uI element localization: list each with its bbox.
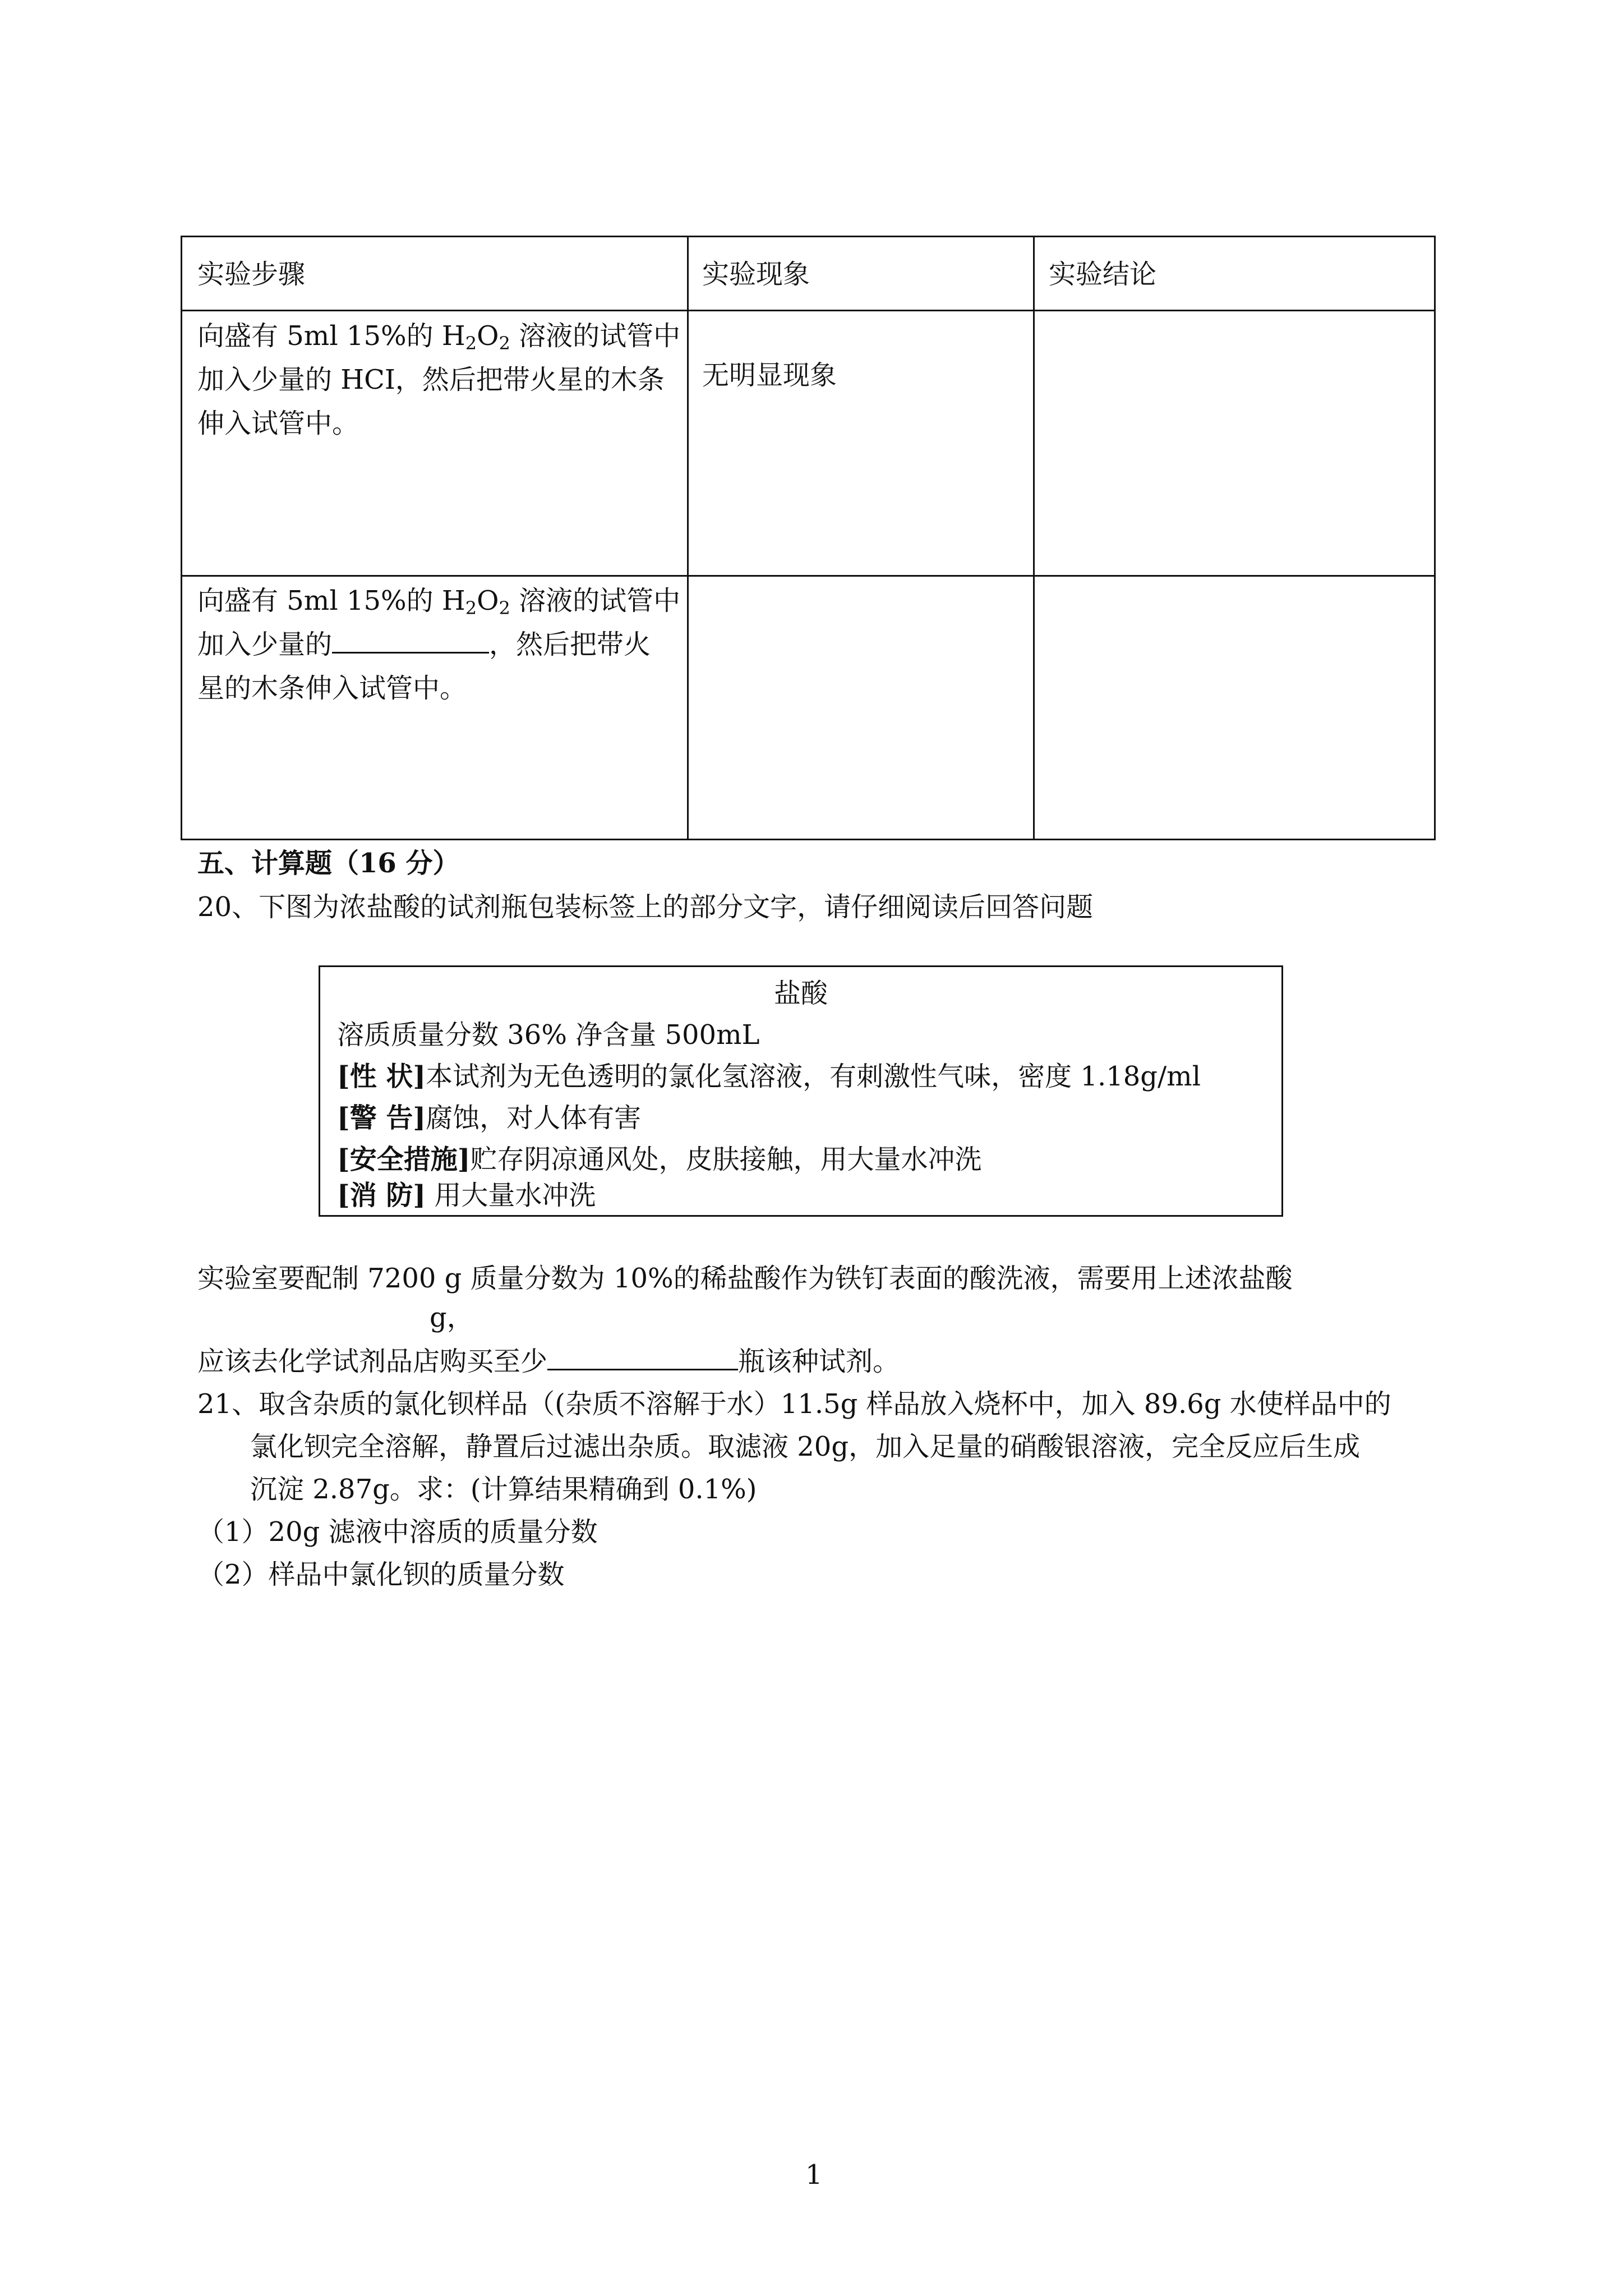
- table-border-left: [181, 236, 182, 840]
- header-steps: 实验步骤: [197, 259, 306, 290]
- row1-phenomenon: 无明显现象: [702, 360, 837, 391]
- table-header-divider: [181, 310, 1436, 311]
- question-20-line3: 应该去化学试剂品店购买至少 瓶该种试剂。: [197, 1340, 900, 1383]
- fill-blank-bottles[interactable]: [547, 1340, 738, 1370]
- table-border-bottom: [181, 839, 1436, 840]
- row2-step: [197, 579, 680, 710]
- fill-blank-reagent[interactable]: [332, 623, 489, 654]
- header-conclusion: 实验结论: [1049, 259, 1157, 290]
- header-phenomenon: 实验现象: [702, 259, 810, 290]
- question-21-line3: 沉淀 2.87g。求：(计算结果精确到 0.1%): [250, 1474, 757, 1505]
- row1-step-line3: 伸入试管中。: [197, 408, 359, 439]
- question-20-line1: 实验室要配制 7200 g 质量分数为 10%的稀盐酸作为铁钉表面的酸洗液，需要用上述浓盐酸: [197, 1263, 1293, 1294]
- row2-step-line2: 加入少量的 ，然后把带火: [197, 623, 680, 666]
- row2-step-line1: 向盛有 5ml 15%的 $H_2O_2$ 溶液的试管中: [197, 585, 681, 619]
- experiment-table: [181, 236, 1436, 840]
- question-20-prompt: 20、下图为浓盐酸的试剂瓶包装标签上的部分文字，请仔细阅读后回答问题: [197, 891, 1094, 923]
- label-safety: [安全措施]贮存阴凉通风处，皮肤接触，用大量水冲洗: [337, 1144, 982, 1175]
- table-col-divider-1: [687, 236, 689, 840]
- label-title: 盐酸: [773, 978, 828, 1009]
- question-21-line2: 氯化钡完全溶解，静置后过滤出杂质。取滤液 20g，加入足量的硝酸银溶液，完全反应后生成: [250, 1431, 1361, 1462]
- table-border-top: [181, 236, 1436, 237]
- section-title: 五、计算题（16 分）: [197, 848, 460, 879]
- question-21-part2: （2）样品中氯化钡的质量分数: [197, 1559, 565, 1590]
- page-number: 1: [805, 2159, 823, 2191]
- table-border-right: [1434, 236, 1436, 840]
- question-21-line1: 21、取含杂质的氯化钡样品（(杂质不溶解于水）11.5g 样品放入烧杯中，加入 89.6g 水使样品中的: [197, 1388, 1391, 1420]
- label-concentration: 溶质质量分数 36% 净含量 500mL: [337, 1019, 760, 1051]
- row2-step-line3: 星的木条伸入试管中。: [197, 673, 467, 704]
- label-properties: [性 状]本试剂为无色透明的氯化氢溶液，有刺激性气味，密度 1.18g/ml: [337, 1061, 1201, 1092]
- row1-step: [197, 314, 680, 445]
- table-col-divider-2: [1033, 236, 1035, 840]
- reagent-label: [319, 965, 1283, 1217]
- table-row-divider: [181, 575, 1436, 577]
- row1-step-line2: 加入少量的 HCI，然后把带火星的木条: [197, 364, 665, 395]
- row1-step-line1: 向盛有 5ml 15%的 $H_2O_2$ 溶液的试管中: [197, 320, 681, 354]
- question-21-part1: （1）20g 滤液中溶质的质量分数: [197, 1516, 598, 1548]
- question-20-line2: g，: [430, 1302, 474, 1333]
- label-fire: [消 防] 用大量水冲洗: [337, 1180, 596, 1211]
- label-warning: [警 告]腐蚀，对人体有害: [337, 1102, 642, 1134]
